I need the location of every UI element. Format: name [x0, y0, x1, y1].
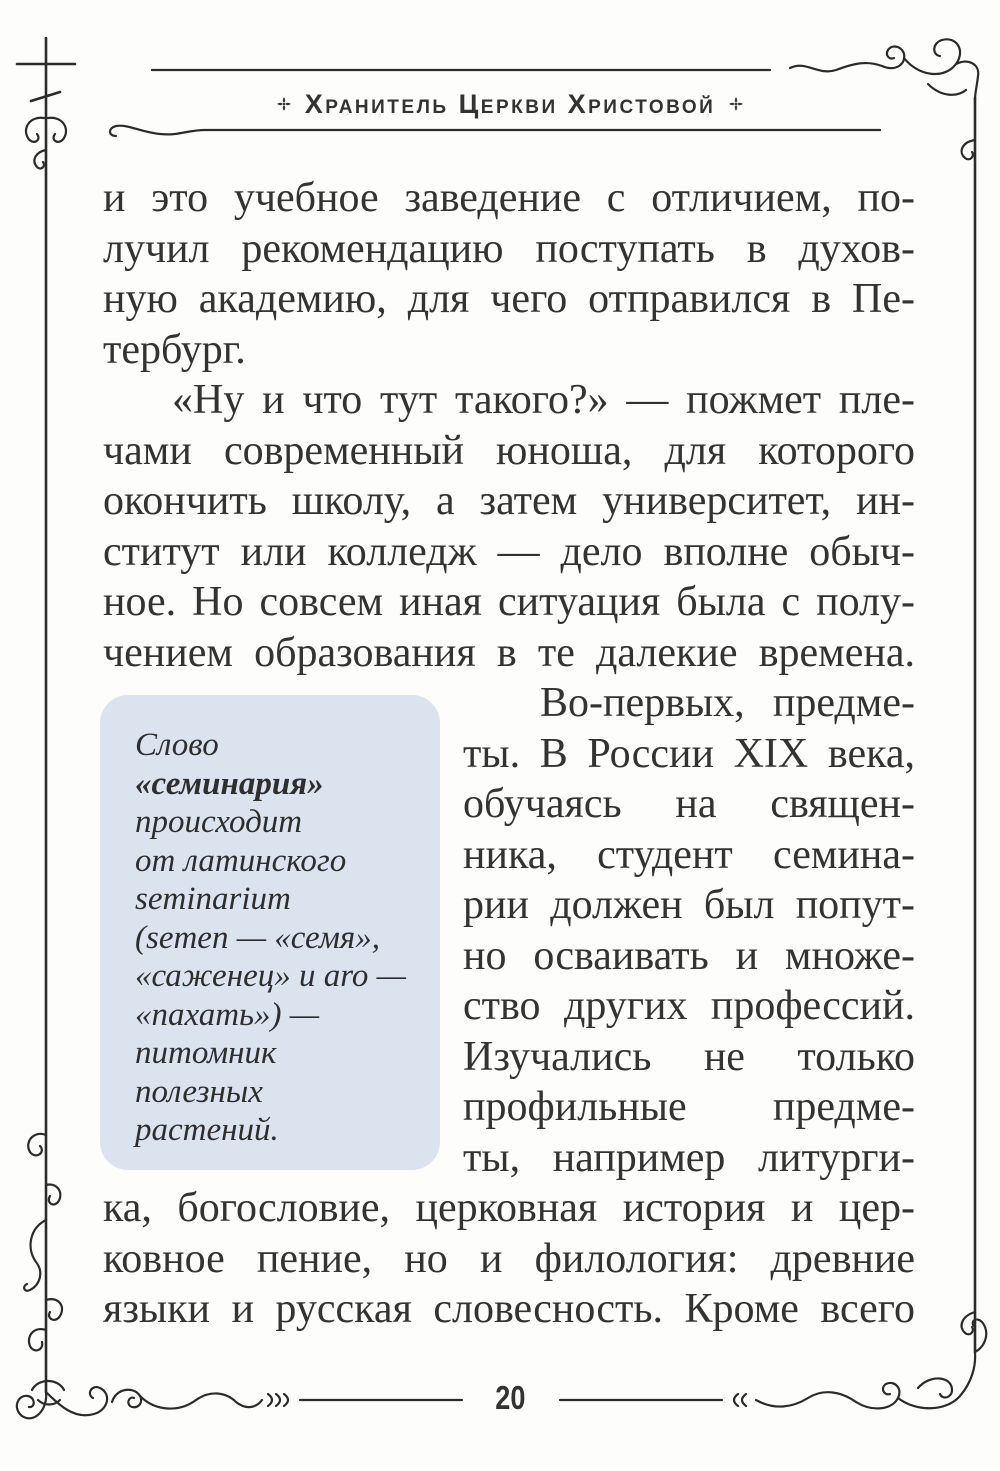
right-border: [962, 98, 975, 1352]
header-ornament-left-icon: [277, 97, 291, 111]
sidebar-line: Слово: [135, 727, 219, 763]
spiral-flourish-icon: [918, 1378, 952, 1397]
corner-flourish-top-right: [790, 39, 978, 100]
body-line: ститут или колледж — дело вполне обыч-: [103, 528, 915, 575]
curl-flourish-icon: [46, 1299, 62, 1320]
body-line: обучаясь на священ-: [463, 781, 915, 827]
header-ornament-right-icon: [729, 97, 743, 111]
body-line: ты, например литурги-: [463, 1134, 915, 1181]
sidebar-line: seminarium: [135, 881, 291, 917]
sidebar-line: (semen — «семя»,: [135, 919, 380, 956]
body-line: профильные предме-: [463, 1084, 915, 1130]
header-title: Хранитель Церкви Христовой: [304, 89, 716, 119]
curl-flourish-icon: [962, 140, 975, 159]
page-footer: [470, 1380, 550, 1416]
curl-flourish-icon: [48, 118, 66, 142]
body-line: «Ну и что тут такого?» — пожмет пле-: [172, 377, 915, 423]
page-number: 20: [494, 1379, 526, 1416]
body-line: Во-первых, предме-: [540, 680, 915, 726]
body-line: ство других профессий.: [463, 983, 915, 1029]
curl-flourish-icon: [28, 1134, 46, 1156]
sidebar-line: питомник: [135, 1035, 277, 1071]
spiral-flourish-icon: [882, 47, 904, 69]
chevron-flourish-icon: [268, 1394, 288, 1406]
body-line: чами современный юноша, для которого: [103, 427, 915, 474]
body-line: тербург.: [103, 326, 246, 373]
curl-flourish-icon: [29, 1329, 46, 1350]
sidebar-line: от латинского: [135, 842, 347, 879]
footer-rules: [112, 1390, 722, 1409]
body-line: окончить школу, а затем университет, ин-: [103, 478, 915, 524]
corner-flourish-bottom-left: [17, 1381, 107, 1418]
body-text: [103, 173, 915, 1335]
sidebar-term: «семинария»: [135, 765, 324, 802]
sidebar-line: «саженец» и aro —: [135, 958, 406, 994]
spiral-flourish-icon: [856, 1383, 899, 1408]
body-line: и это учебное заведение с отличием, по-: [103, 175, 915, 221]
body-line: ное. Но совсем иная ситуация была с полу-: [103, 579, 915, 625]
sidebar-line: растений.: [135, 1112, 279, 1148]
spiral-flourish-icon: [46, 1387, 107, 1415]
sidebar-line: «пахать») —: [135, 996, 320, 1033]
spiral-flourish-icon: [17, 1392, 46, 1418]
curl-flourish-icon: [26, 118, 44, 142]
chevron-flourish-icon: [734, 1394, 746, 1406]
header-bottom-rule: [110, 126, 880, 136]
body-line: ка, богословие, церковная история и цер-: [103, 1185, 915, 1231]
wave-flourish-icon: [790, 63, 882, 71]
left-border: [17, 38, 75, 1392]
shell-flourish-icon: [32, 1381, 64, 1390]
wave-flourish-icon: [756, 1392, 856, 1406]
body-line: ты. В России XIX века,: [463, 730, 915, 777]
spiral-flourish-icon: [112, 1390, 141, 1408]
sidebar-line: полезных: [135, 1073, 263, 1110]
body-line: языки и русская словесность. Кроме всего: [103, 1286, 915, 1332]
curl-flourish-icon: [34, 150, 46, 168]
curl-flourish-icon: [46, 1185, 60, 1205]
body-line: ную академию, для чего отправился в Пе-: [103, 276, 915, 322]
body-line: ковное пение, но и филология: древние: [103, 1235, 915, 1282]
running-header: [260, 84, 760, 124]
body-line: лучил рекомендацию поступать в духов-: [103, 225, 915, 272]
body-line: чением образования в те далекие времена.: [103, 629, 915, 676]
curl-flourish-icon: [898, 1352, 975, 1408]
sidebar-line: происходит: [135, 804, 303, 840]
body-line: но осваивать и множе-: [463, 932, 915, 979]
s-curve-flourish-icon: [24, 1220, 46, 1291]
curl-flourish-icon: [928, 84, 966, 95]
wave-flourish-icon: [140, 1393, 262, 1408]
body-line: Изучались не только: [463, 1033, 915, 1080]
body-line: ника, студент семина-: [463, 831, 915, 878]
spiral-flourish-icon: [904, 39, 960, 74]
body-line: рии должен был попут-: [463, 882, 915, 928]
